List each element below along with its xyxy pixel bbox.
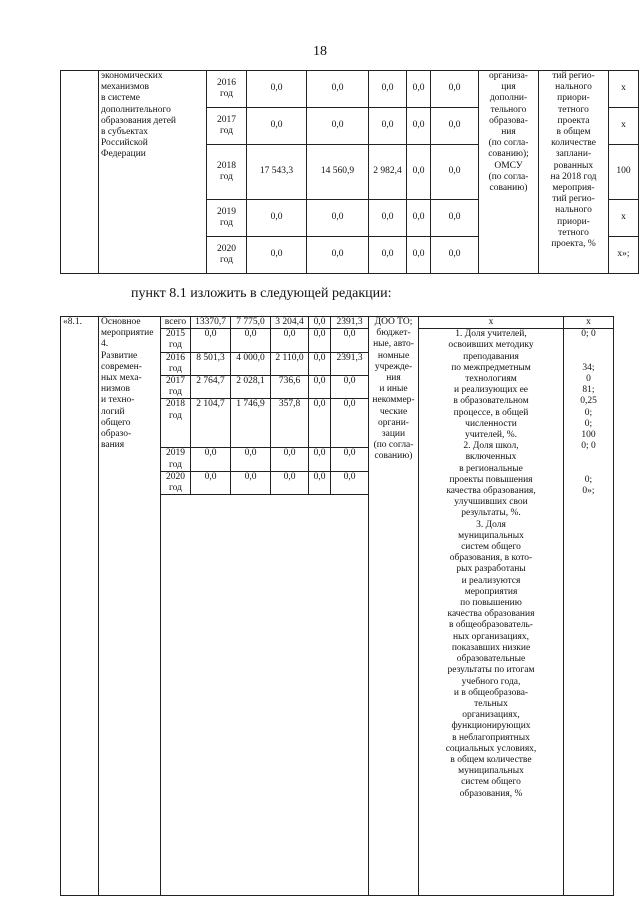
- number-cell: [61, 71, 99, 274]
- value-cell: 0,0: [309, 448, 331, 471]
- value-cell: 0,0: [309, 352, 331, 375]
- value-cell: 0,0: [231, 448, 271, 471]
- value-cell: 0,0: [331, 329, 369, 352]
- value-cell: 0,0: [431, 71, 479, 108]
- value-cell: 2391,3: [331, 352, 369, 375]
- value-cell: 3 204,4: [271, 317, 309, 329]
- value-cell: 0,0: [431, 237, 479, 274]
- value-cell: 736,6: [271, 376, 309, 399]
- value-cell: 2 104,7: [191, 399, 231, 448]
- value-cell: 0,0: [369, 71, 407, 108]
- page-number: 18: [313, 44, 327, 59]
- value-cell: 0,0: [407, 145, 431, 200]
- value-cell: 0,0: [307, 108, 369, 145]
- value-cell: 0,0: [407, 71, 431, 108]
- value-cell: 0,0: [271, 471, 309, 494]
- value-cell: 0,0: [231, 329, 271, 352]
- target-value-cell: х: [609, 71, 639, 108]
- period-cell: 2019 год: [161, 448, 191, 471]
- name-text: экономических механизмов в системе дополнительного образования детей в субъектах Российской Федерации: [101, 71, 176, 160]
- value-cell: 2 764,7: [191, 376, 231, 399]
- value-cell: 0,0: [431, 200, 479, 237]
- measure-name-cell: Основное мероприятие 4. Развитие современ- ных меха- низмов и техно- логий общего образо- вания: [99, 317, 161, 896]
- value-cell: 0,0: [431, 108, 479, 145]
- value-cell: 2 028,1: [231, 376, 271, 399]
- value-cell: 0,0: [331, 448, 369, 471]
- period-cell: 2017 год: [161, 376, 191, 399]
- instruction-paragraph: пункт 8.1 изложить в следующей редакции:: [131, 286, 392, 301]
- period-cell: всего: [161, 317, 191, 329]
- value-cell: 4 000,0: [231, 352, 271, 375]
- value-cell: 0,0: [231, 471, 271, 494]
- value-cell: 0,0: [309, 317, 331, 329]
- value-cell: 0,0: [309, 329, 331, 352]
- value-cell: 2 110,0: [271, 352, 309, 375]
- continuation-table: [60, 70, 639, 274]
- indicator-header-cell: х: [419, 317, 564, 329]
- value-cell: 0,0: [407, 108, 431, 145]
- measure-number-cell: «8.1.: [61, 317, 99, 896]
- value-cell: 357,8: [271, 399, 309, 448]
- indicator-cell: 1. Доля учителей, освоивших методику преподавания по межпредметным технологиям и реализующих ее в образовательном процессе, в общей численности учителей, %. 2. Доля школ, включенных в региональные проекты повышения качества образования, улучшивших свои результаты, %. 3. Доля муниципальных систем общего образования, в кото- рых разработаны и реализуются мероприятия по повышению качества образования в общеобразователь- ных организациях, показавших низкие образовательные результаты по итогам учебного года, и в общеобразова- тельных организациях, функционирующих в неблагоприятных социальных условиях, в общем количестве муниципальных систем общего образования, %: [419, 329, 564, 896]
- year-cell: 2017 год: [207, 108, 247, 145]
- value-cell: 0,0: [331, 471, 369, 494]
- value-cell: 0,0: [309, 471, 331, 494]
- value-cell: 0,0: [247, 200, 307, 237]
- value-cell: 7 775,0: [231, 317, 271, 329]
- target-value-cell: х»;: [609, 237, 639, 274]
- value-cell: 0,0: [309, 376, 331, 399]
- value-cell: 0,0: [271, 448, 309, 471]
- value-cell: 0,0: [369, 237, 407, 274]
- value-cell: 2 982,4: [369, 145, 407, 200]
- executor-cell: организа- ция дополни- тельного образова- ния (по согла- сованию); ОМСУ (по согла- сованию): [479, 71, 539, 274]
- target-value-cell: 100: [609, 145, 639, 200]
- period-cell: 2015 год: [161, 329, 191, 352]
- period-cell: 2020 год: [161, 471, 191, 494]
- value-cell: 0,0: [331, 376, 369, 399]
- value-cell: 0,0: [271, 329, 309, 352]
- target-value-cell: х: [609, 200, 639, 237]
- value-cell: 0,0: [191, 471, 231, 494]
- year-cell: 2018 год: [207, 145, 247, 200]
- name-cell: [99, 71, 207, 274]
- value-cell: 14 560,9: [307, 145, 369, 200]
- year-cell: 2020 год: [207, 237, 247, 274]
- period-cell: 2016 год: [161, 352, 191, 375]
- value-cell: 0,0: [431, 145, 479, 200]
- value-cell: 0,0: [369, 108, 407, 145]
- value-cell: 1 746,9: [231, 399, 271, 448]
- target-values-cell: 0; 0 34; 0 81; 0,25 0; 0; 100 0; 0 0; 0»;: [564, 329, 614, 896]
- value-cell: 0,0: [247, 237, 307, 274]
- value-cell: 2391,3: [331, 317, 369, 329]
- value-cell: 0,0: [307, 237, 369, 274]
- value-cell: 0,0: [331, 399, 369, 448]
- target-header-cell: х: [564, 317, 614, 329]
- value-cell: 0,0: [309, 399, 331, 448]
- year-cell: 2019 год: [207, 200, 247, 237]
- period-cell: 2018 год: [161, 399, 191, 448]
- executor-cell: ДОО ТО; бюджет- ные, авто- номные учрежде- ния и иные некоммер- ческие органи- зации (по согла- сованию): [369, 317, 419, 896]
- value-cell: 0,0: [407, 237, 431, 274]
- target-value-cell: х: [609, 108, 639, 145]
- value-cell: 0,0: [407, 200, 431, 237]
- value-cell: 17 543,3: [247, 145, 307, 200]
- empty-cell: [161, 495, 369, 896]
- value-cell: 13370,7: [191, 317, 231, 329]
- value-cell: 0,0: [191, 329, 231, 352]
- value-cell: 0,0: [369, 200, 407, 237]
- value-cell: 0,0: [191, 448, 231, 471]
- value-cell: 0,0: [307, 71, 369, 108]
- value-cell: 0,0: [247, 108, 307, 145]
- value-cell: 8 501,3: [191, 352, 231, 375]
- value-cell: 0,0: [247, 71, 307, 108]
- measure-table: [60, 316, 614, 896]
- year-cell: 2016 год: [207, 71, 247, 108]
- indicator-cell: тий регио- нального приори- тетного проекта в общем количестве заплани- рованных на 2018 год мероприя- тий регио- нального приори- тетного проекта, %: [539, 71, 609, 274]
- value-cell: 0,0: [307, 200, 369, 237]
